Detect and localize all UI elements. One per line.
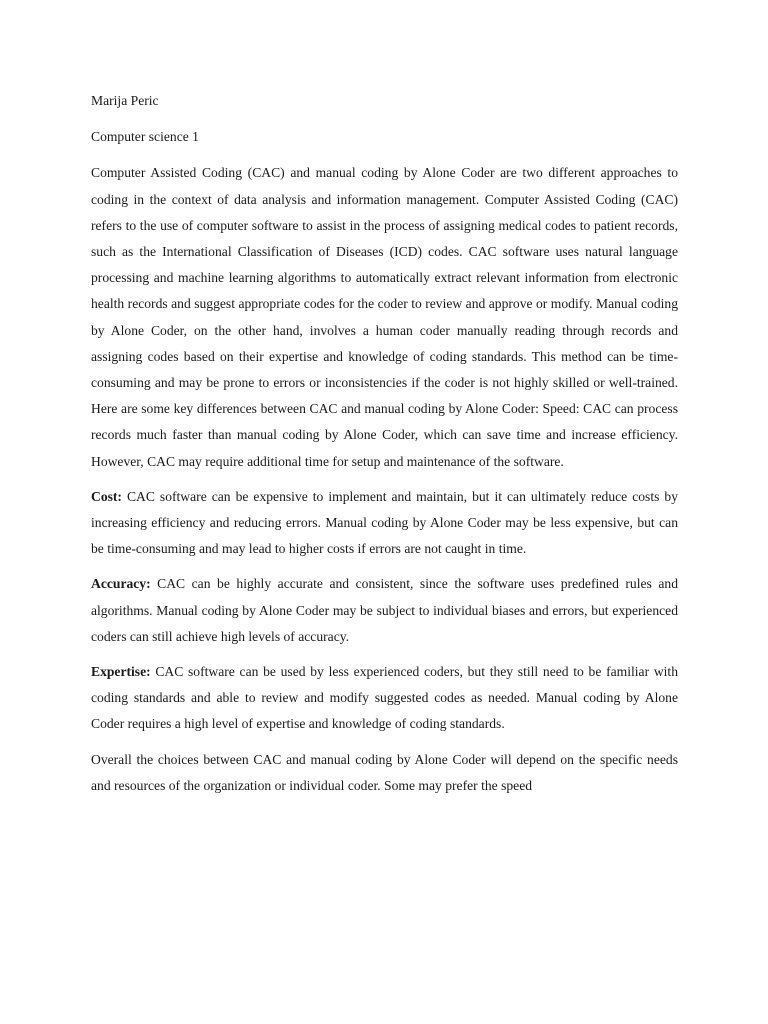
expertise-paragraph <box>91 659 678 738</box>
accuracy-label: Accuracy: <box>91 576 151 592</box>
intro-paragraph: Computer Assisted Coding (CAC) and manual coding by Alone Coder are two different approaches to coding in the context of data analysis and information management. Computer Assisted Coding (CAC) refers to the use of computer software to assist in the process of assigning medical codes to patient records, such as the International Classification of Diseases (ICD) codes. CAC software uses natural language processing and machine learning algorithms to automatically extract relevant information from electronic health records and suggest appropriate codes for the coder to review and approve or modify. Manual coding by Alone Coder, on the other hand, involves a human coder manually reading through records and assigning codes based on their expertise and knowledge of coding standards. This method can be time-consuming and may be prone to errors or inconsistencies if the coder is not highly skilled or well-trained. Here are some key differences between CAC and manual coding by Alone Coder: Speed: CAC can process records much faster than manual coding by Alone Coder, which can save time and increase efficiency. However, CAC may require additional time for setup and maintenance of the software. <box>91 165 678 469</box>
cost-paragraph <box>91 484 678 563</box>
cost-text: CAC software can be expensive to implement and maintain, but it can ultimately reduce costs by increasing efficiency and reducing errors. Manual coding by Alone Coder may be less expensive, but can be time-consuming and may lead to higher costs if errors are not caught in time. <box>91 488 678 557</box>
author-name: Marija Peric <box>91 93 159 108</box>
expertise-label: Expertise: <box>91 664 151 680</box>
overall-paragraph: Overall the choices between CAC and manual coding by Alone Coder will depend on the specific needs and resources of the organization or individual coder. Some may prefer the speed <box>91 751 678 793</box>
expertise-text: CAC software can be used by less experienced coders, but they still need to be familiar with coding standards and able to review and modify suggested codes as needed. Manual coding by Alone Coder requires a high level of expertise and knowledge of coding standards. <box>91 664 678 732</box>
document-page <box>91 88 678 808</box>
course-name: Computer science 1 <box>91 129 199 145</box>
cost-label: Cost: <box>91 488 122 504</box>
accuracy-paragraph <box>91 571 678 650</box>
accuracy-text: CAC can be highly accurate and consistent, since the software uses predefined rules and algorithms. Manual coding by Alone Coder may be subject to individual biases and errors, but experienced coders can still achieve high levels of accuracy. <box>91 576 678 644</box>
